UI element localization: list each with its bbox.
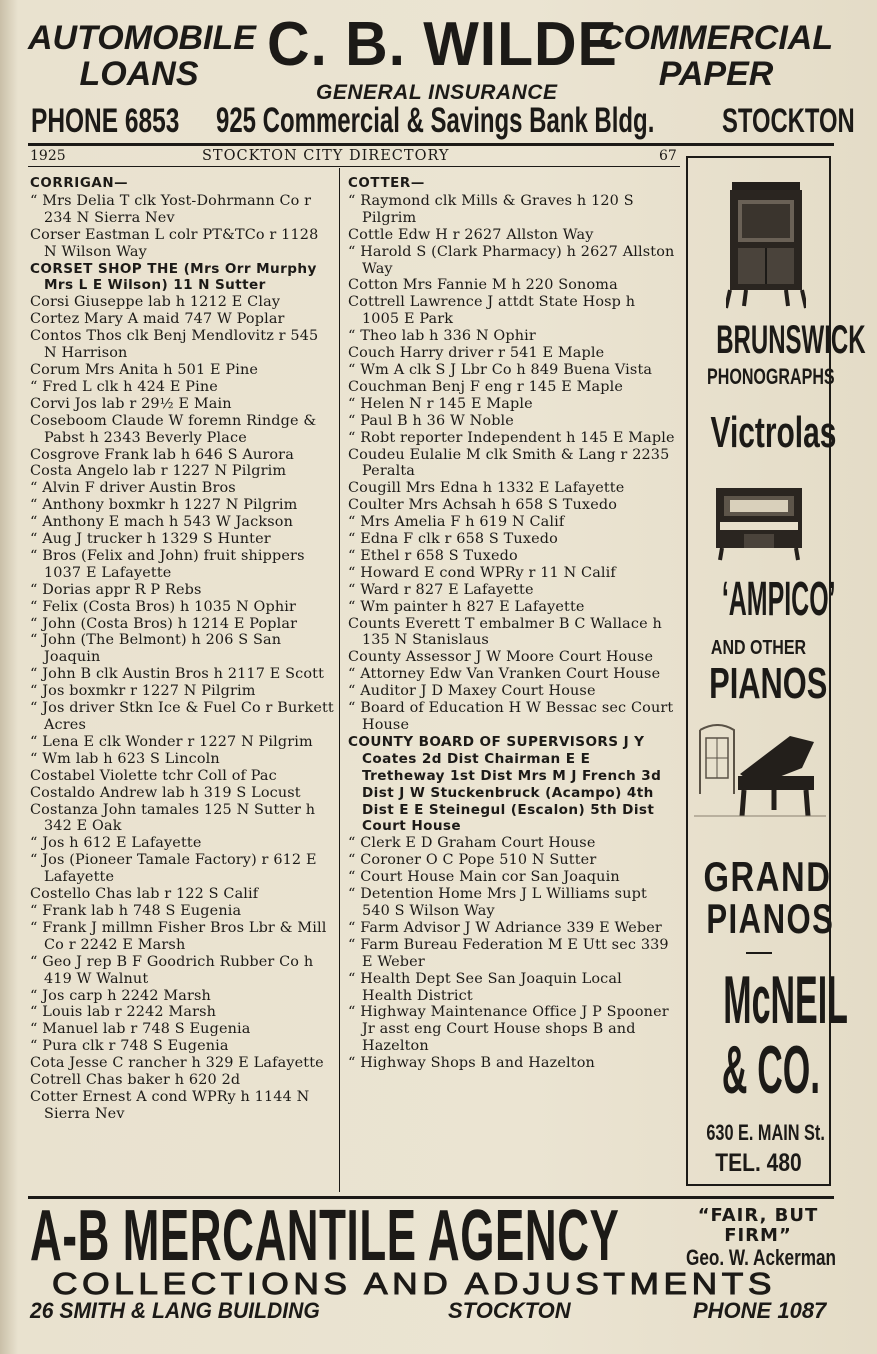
header-rule bbox=[28, 143, 834, 146]
directory-entry: Cotter Ernest A cond WPRy h 1144 N Sierra Nev bbox=[30, 1088, 310, 1122]
section-heading: COTTER— bbox=[348, 176, 425, 191]
directory-entry-continued: “ Aug J trucker h 1329 S Hunter bbox=[30, 531, 271, 548]
header-subtitle: GENERAL INSURANCE bbox=[316, 81, 558, 104]
ad-divider bbox=[746, 952, 772, 954]
directory-entry-continued: “ Jos carp h 2242 Marsh bbox=[30, 987, 211, 1004]
directory-entry: COUNTY BOARD OF SUPERVISORS J Y Coates 2d Dist Chairman E E Tretheway 1st Dist Mrs M J French 3d Dist J W Stuckenbruck (Acampo) 4th Dist E E Steinegul (Escalon) 5th Dist Court House bbox=[348, 733, 662, 835]
header-name: C. B. WILDE bbox=[267, 10, 618, 79]
directory-entry-continued: “ Attorney Edw Van Vranken Court House bbox=[348, 666, 661, 683]
directory-entry-continued: “ Robt reporter Independent h 145 E Maple bbox=[348, 429, 675, 446]
directory-entry-continued: “ Edna F clk r 658 S Tuxedo bbox=[348, 531, 558, 548]
directory-entry-continued: “ Highway Maintenance Office J P Spooner Jr asst eng Court House shops B and Hazelton bbox=[348, 1004, 669, 1055]
directory-entry-continued: “ Health Dept See San Joaquin Local Health District bbox=[348, 970, 622, 1004]
footer-person: Geo. W. Ackerman bbox=[686, 1245, 837, 1270]
directory-entry-continued: “ Anthony E mach h 543 W Jackson bbox=[30, 514, 293, 531]
directory-entry-continued: “ Alvin F driver Austin Bros bbox=[30, 480, 236, 497]
running-head-rule bbox=[28, 166, 680, 167]
directory-entry-continued: “ Jos boxmkr r 1227 N Pilgrim bbox=[30, 683, 256, 700]
directory-entry-continued: “ Coroner O C Pope 510 N Sutter bbox=[348, 852, 597, 869]
section-heading: CORRIGAN— bbox=[30, 176, 129, 191]
player-piano-illustration bbox=[714, 486, 804, 562]
directory-entry-continued: “ Detention Home Mrs J L Williams supt 540 S Wilson Way bbox=[348, 886, 647, 919]
ad-address: 630 E. MAIN St. bbox=[706, 1120, 825, 1145]
directory-entry: Couch Harry driver r 541 E Maple bbox=[348, 345, 605, 362]
directory-entry: Cortez Mary A maid 747 W Poplar bbox=[30, 311, 285, 328]
directory-entry-continued: “ Dorias appr R P Rebs bbox=[30, 581, 202, 598]
directory-entry-continued: “ Lena E clk Wonder r 1227 N Pilgrim bbox=[30, 733, 313, 750]
footer-slogan-1: “FAIR, BUT bbox=[697, 1205, 819, 1226]
footer-city: STOCKTON bbox=[448, 1298, 571, 1323]
directory-entry-continued: “ Jos driver Stkn Ice & Fuel Co r Burkett Acres bbox=[30, 700, 334, 733]
footer-address: 26 SMITH & LANG BUILDING bbox=[30, 1298, 320, 1323]
directory-entry: Cotton Mrs Fannie M h 220 Sonoma bbox=[348, 277, 618, 294]
directory-entry: Couchman Benj F eng r 145 E Maple bbox=[348, 378, 624, 395]
directory-entry-continued: “ Mrs Amelia F h 619 N Calif bbox=[348, 514, 565, 531]
directory-entry: Coudeu Eulalie M clk Smith & Lang r 2235 Peralta bbox=[348, 446, 670, 480]
directory-entry-continued: “ Anthony boxmkr h 1227 N Pilgrim bbox=[30, 497, 298, 514]
directory-entry-continued: “ Fred L clk h 424 E Pine bbox=[30, 378, 218, 395]
directory-entry: Costaldo Andrew lab h 319 S Locust bbox=[30, 784, 301, 801]
directory-entry-continued: “ Wm A clk S J Lbr Co h 849 Buena Vista bbox=[348, 361, 653, 378]
directory-entry-continued: “ Jos h 612 E Lafayette bbox=[30, 835, 202, 852]
directory-entry-continued: “ Court House Main cor San Joaquin bbox=[348, 869, 620, 886]
directory-entry: Cougill Mrs Edna h 1332 E Lafayette bbox=[348, 480, 625, 497]
directory-entry-continued: “ Wm painter h 827 E Lafayette bbox=[348, 598, 585, 615]
ad-pianos-2: PIANOS bbox=[706, 895, 835, 942]
directory-entry: CORSET SHOP THE (Mrs Orr Murphy Mrs L E Wilson) 11 N Sutter bbox=[30, 260, 317, 294]
running-head-year: 1925 bbox=[30, 148, 66, 164]
directory-entry-continued: “ Frank J millmn Fisher Bros Lbr & Mill Co r 2242 E Marsh bbox=[30, 919, 327, 953]
directory-entry-continued: “ Auditor J D Maxey Court House bbox=[348, 683, 596, 700]
header-right-block bbox=[596, 20, 836, 92]
running-head-title: STOCKTON CITY DIRECTORY bbox=[202, 148, 450, 164]
ad-mcneil: McNEIL bbox=[723, 962, 848, 1038]
phonograph-illustration bbox=[726, 178, 806, 310]
directory-entry-continued: “ Theo lab h 336 N Ophir bbox=[348, 328, 536, 345]
directory-entry: Cottle Edw H r 2627 Allston Way bbox=[348, 226, 594, 243]
directory-entry-continued: “ Ethel r 658 S Tuxedo bbox=[348, 547, 518, 564]
directory-entry-continued: “ Jos (Pioneer Tamale Factory) r 612 E Lafayette bbox=[30, 852, 317, 886]
directory-entry-continued: “ Highway Shops B and Hazelton bbox=[348, 1055, 595, 1072]
directory-entry-continued: “ John B clk Austin Bros h 2117 E Scott bbox=[30, 666, 325, 683]
ad-victrolas: Victrolas bbox=[710, 408, 837, 457]
ad-and-other: AND OTHER bbox=[710, 637, 807, 659]
directory-entry: Corsi Giuseppe lab h 1212 E Clay bbox=[30, 294, 281, 311]
directory-entry-continued: “ Louis lab r 2242 Marsh bbox=[30, 1004, 217, 1021]
directory-entry-continued: “ Frank lab h 748 S Eugenia bbox=[30, 902, 242, 919]
directory-entry-continued: “ Ward r 827 E Lafayette bbox=[348, 581, 534, 598]
directory-entry-continued: “ Harold S (Clark Pharmacy) h 2627 Allston Way bbox=[348, 243, 675, 277]
footer-agency: A-B MERCANTILE AGENCY bbox=[30, 1196, 620, 1276]
directory-entry-continued: “ Farm Advisor J W Adriance 339 E Weber bbox=[348, 919, 662, 936]
directory-entry: Counts Everett T embalmer B C Wallace h 135 N Stanislaus bbox=[348, 615, 662, 649]
directory-entry-continued: “ Wm lab h 623 S Lincoln bbox=[30, 750, 220, 767]
directory-entry-continued: “ Geo J rep B F Goodrich Rubber Co h 419 W Walnut bbox=[30, 953, 314, 987]
footer-services: COLLECTIONS AND ADJUSTMENTS bbox=[52, 1266, 777, 1301]
ad-co: & CO. bbox=[721, 1032, 821, 1108]
directory-entry: Corum Mrs Anita h 501 E Pine bbox=[30, 361, 259, 378]
ad-pianos: PIANOS bbox=[709, 659, 828, 708]
header-commercial: COMMERCIAL bbox=[598, 19, 834, 57]
directory-entry-continued: “ Farm Bureau Federation M E Utt sec 339 E Weber bbox=[348, 936, 669, 970]
right-column bbox=[348, 176, 675, 1072]
directory-entry: Cottrell Lawrence J attdt State Hosp h 1005 E Park bbox=[348, 294, 636, 328]
directory-entry-continued: “ Paul B h 36 W Noble bbox=[348, 412, 514, 429]
directory-entry: Cota Jesse C rancher h 329 E Lafayette bbox=[30, 1055, 324, 1072]
footer-phone: PHONE 1087 bbox=[693, 1298, 827, 1323]
directory-entry: Costa Angelo lab r 1227 N Pilgrim bbox=[30, 463, 287, 480]
header-phone: PHONE 6853 bbox=[31, 102, 180, 140]
side-advertisement bbox=[686, 156, 866, 1186]
header-address: 925 Commercial & Savings Bank Bldg. bbox=[216, 101, 655, 140]
directory-entry-continued: “ Clerk E D Graham Court House bbox=[348, 835, 596, 852]
directory-entry-continued: “ Board of Education H W Bessac sec Court House bbox=[348, 700, 674, 733]
header-loans: LOANS bbox=[79, 55, 199, 93]
ad-ampico: ‘AMPICO’ bbox=[721, 573, 836, 626]
column-divider bbox=[339, 168, 340, 1192]
footer-slogan-2: FIRM” bbox=[724, 1225, 792, 1246]
directory-entry-continued: “ Manuel lab r 748 S Eugenia bbox=[30, 1021, 251, 1038]
directory-entry-continued: “ Helen N r 145 E Maple bbox=[348, 395, 533, 412]
directory-entry: Costabel Violette tchr Coll of Pac bbox=[30, 767, 277, 784]
directory-entry-continued: “ Pura clk r 748 S Eugenia bbox=[30, 1038, 229, 1055]
directory-entry: Coulter Mrs Achsah h 658 S Tuxedo bbox=[348, 497, 618, 514]
directory-entry-continued: “ Bros (Felix and John) fruit shippers 1037 E Lafayette bbox=[30, 547, 305, 581]
directory-entry: Coseboom Claude W foremn Rindge & Pabst h 2343 Beverly Place bbox=[30, 412, 317, 446]
directory-entry: Costanza John tamales 125 N Sutter h 342 E Oak bbox=[30, 801, 316, 835]
header-left-block bbox=[28, 19, 256, 93]
grand-piano-illustration bbox=[694, 724, 826, 820]
directory-entry: Corser Eastman L colr PT&TCo r 1128 N Wilson Way bbox=[30, 226, 319, 260]
directory-entry: County Assessor J W Moore Court House bbox=[348, 649, 654, 666]
ad-phonographs: PHONOGRAPHS bbox=[707, 364, 835, 389]
directory-entry: Contos Thos clk Benj Mendlovitz r 545 N Harrison bbox=[30, 328, 319, 362]
running-head-page: 67 bbox=[659, 148, 677, 164]
directory-entry-continued: “ Raymond clk Mills & Graves h 120 S Pilgrim bbox=[348, 192, 634, 226]
directory-entry: Costello Chas lab r 122 S Calif bbox=[30, 886, 259, 903]
directory-entry-continued: “ John (The Belmont) h 206 S San Joaquin bbox=[30, 632, 282, 666]
directory-entry-continued: “ Howard E cond WPRy r 11 N Calif bbox=[348, 564, 616, 581]
left-column bbox=[30, 176, 335, 1123]
directory-entry-continued: “ Mrs Delia T clk Yost-Dohrmann Co r 234 N Sierra Nev bbox=[30, 192, 312, 226]
header-city: STOCKTON bbox=[722, 102, 855, 140]
directory-entry: Corvi Jos lab r 29½ E Main bbox=[30, 395, 232, 412]
ad-tel: TEL. 480 bbox=[715, 1149, 802, 1177]
directory-entry: Cotrell Chas baker h 620 2d bbox=[30, 1072, 241, 1089]
directory-entry: Cosgrove Frank lab h 646 S Aurora bbox=[30, 446, 294, 463]
directory-entry-continued: “ John (Costa Bros) h 1214 E Poplar bbox=[30, 615, 298, 632]
header-paper: PAPER bbox=[658, 55, 774, 93]
header-automobile: AUTOMOBILE bbox=[28, 19, 256, 57]
ad-grand: GRAND bbox=[703, 853, 832, 900]
directory-entry-continued: “ Felix (Costa Bros) h 1035 N Ophir bbox=[30, 598, 297, 615]
ad-brunswick: BRUNSWICK bbox=[716, 318, 866, 362]
